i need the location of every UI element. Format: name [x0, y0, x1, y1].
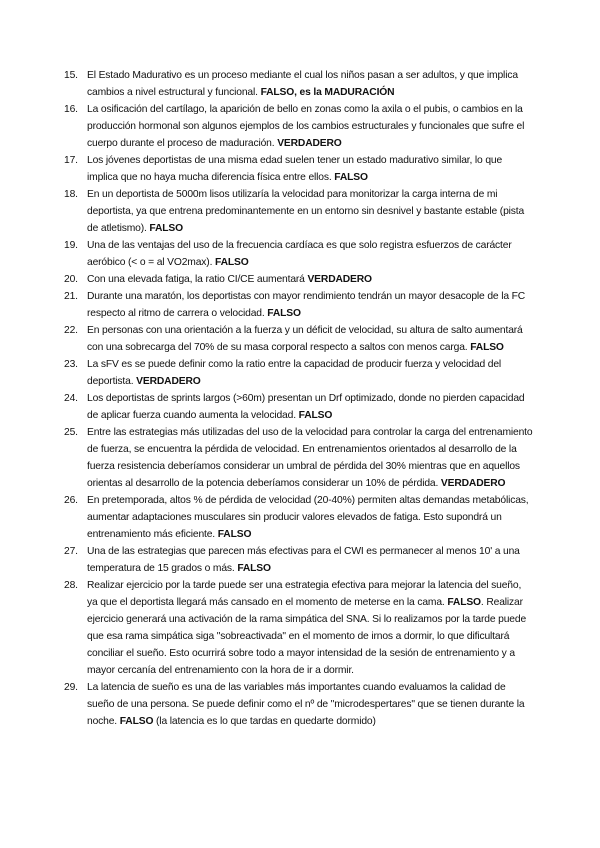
question-answer: FALSO — [237, 563, 271, 574]
question-answer: FALSO — [119, 716, 154, 727]
question-item — [64, 356, 534, 390]
question-item — [64, 271, 534, 288]
question-text: En personas con una orientación a la fuerza y un déficit de velocidad, su altura de salto aumentará con una sobrecarga del 70% de su masa corporal respecto a saltos con menos carga. — [87, 325, 523, 353]
question-note: . Realizar ejercicio generará una activación de la rama simpática del SNA. Si lo realizamos por la tarde puede que esa rama simpática siga "sobreactivada" en el momento de irnos a dormir, lo que dificultará conciliar el sueño. Esto ocurrirá sobre todo a mayor intensidad de la sesión de entrenamiento y a mayor cercanía del entrenamiento con la hora de ir a dormir. — [87, 597, 527, 676]
question-text: Una de las estrategias que parecen más efectivas para el CWI es permanecer al menos 10' a una temperatura de 15 grados o más. — [87, 546, 520, 574]
question-item — [64, 288, 534, 322]
question-text: Con una elevada fatiga, la ratio CI/CE aumentará — [87, 274, 308, 285]
question-number: 29. — [64, 682, 78, 693]
question-item — [64, 152, 534, 186]
question-text: La osificación del cartílago, la aparición de bello en zonas como la axila o el pubis, o cambios en la producción hormonal son algunos ejemplos de los cambios estructurales y funcionales que sufre el cuerpo durante el proceso de maduración. — [87, 104, 525, 149]
question-item — [64, 237, 534, 271]
question-number: 16. — [64, 104, 78, 115]
question-answer: FALSO — [215, 257, 249, 268]
question-number: 19. — [64, 240, 78, 251]
question-number: 27. — [64, 546, 78, 557]
question-item — [64, 679, 534, 730]
question-answer: FALSO — [217, 529, 252, 540]
question-note: (la latencia es lo que tardas en quedarte dormido) — [153, 716, 376, 727]
question-item — [64, 492, 534, 543]
question-number: 22. — [64, 325, 78, 336]
question-text: Los jóvenes deportistas de una misma edad suelen tener un estado madurativo similar, lo que implica que no haya mucha diferencia física entre ellos. — [87, 155, 503, 183]
question-number: 25. — [64, 427, 78, 438]
question-answer: FALSO, es la MADURACIÓN — [260, 87, 395, 98]
question-answer: FALSO — [267, 308, 301, 319]
question-answer: FALSO — [149, 223, 183, 234]
question-item — [64, 322, 534, 356]
question-text: Durante una maratón, los deportistas con mayor rendimiento tendrán un mayor desacople de la FC respecto al ritmo de carrera o velocidad. — [87, 291, 526, 319]
question-answer: FALSO — [298, 410, 333, 421]
question-number: 21. — [64, 291, 78, 302]
question-number: 26. — [64, 495, 78, 506]
question-item — [64, 424, 534, 492]
question-item — [64, 390, 534, 424]
question-text: La latencia de sueño es una de las variables más importantes cuando evaluamos la calidad de sueño de una persona. Se puede definir como el nº de "microdespertares" que se tienen durante la noche. — [87, 682, 525, 727]
question-list — [64, 67, 534, 730]
question-item — [64, 543, 534, 577]
question-item — [64, 101, 534, 152]
question-number: 20. — [64, 274, 78, 285]
question-text: En un deportista de 5000m lisos utilizaría la velocidad para monitorizar la carga interna de mi deportista, ya que entrena predominantemente en un entorno sin desnivel y bastante estable (pista de atletismo). — [87, 189, 525, 234]
question-text: Una de las ventajas del uso de la frecuencia cardíaca es que solo registra esfuerzos de carácter aeróbico (< o = al VO2max). — [87, 240, 512, 268]
question-number: 28. — [64, 580, 78, 591]
question-number: 15. — [64, 70, 78, 81]
question-item — [64, 186, 534, 237]
question-item — [64, 577, 534, 679]
question-number: 18. — [64, 189, 78, 200]
question-text: La sFV es se puede definir como la ratio entre la capacidad de producir fuerza y velocidad del deportista. — [87, 359, 502, 387]
question-text: El Estado Madurativo es un proceso mediante el cual los niños pasan a ser adultos, y que implica cambios a nivel estructural y funcional. — [87, 70, 518, 98]
question-text: Entre las estrategias más utilizadas del uso de la velocidad para controlar la carga del entrenamiento de fuerza, se encuentra la pérdida de velocidad. En entrenamientos orientados al desarrollo de la fuerza resistencia deberíamos considerar un umbral de pérdida del 30% mientras que en aquellos orientas al desarrollo de la potencia deberíamos considerar un 10% de pérdida. — [87, 427, 533, 489]
question-answer: VERDADERO — [307, 274, 372, 285]
question-answer: VERDADERO — [277, 138, 342, 149]
question-number: 24. — [64, 393, 78, 404]
question-answer: FALSO — [470, 342, 504, 353]
question-answer: VERDADERO — [440, 478, 506, 489]
question-number: 17. — [64, 155, 78, 166]
question-answer: FALSO — [447, 597, 481, 608]
question-text: Los deportistas de sprints largos (>60m) presentan un Drf optimizado, donde no pierden capacidad de aplicar fuerza cuando aumenta la velocidad. — [87, 393, 525, 421]
question-answer: VERDADERO — [136, 376, 201, 387]
question-text: Realizar ejercicio por la tarde puede ser una estrategia efectiva para mejorar la latencia del sueño, ya que el deportista llegará más cansado en el momento de meterse en la cama. — [87, 580, 522, 608]
question-answer: FALSO — [334, 172, 368, 183]
question-number: 23. — [64, 359, 78, 370]
question-text: En pretemporada, altos % de pérdida de velocidad (20-40%) permiten altas demandas metabólicas, aumentar adaptaciones musculares sin producir valores elevados de fatiga. Esto supondrá un entrenamiento más eficiente. — [87, 495, 529, 540]
question-item — [64, 67, 534, 101]
